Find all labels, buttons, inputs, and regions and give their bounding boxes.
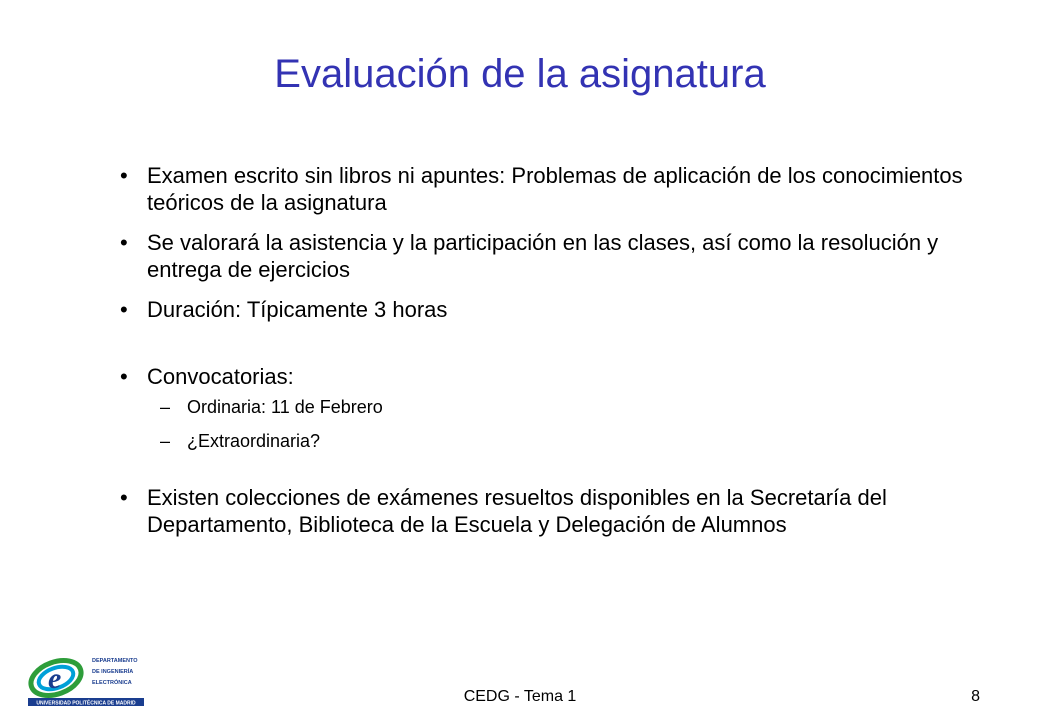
bullet-item xyxy=(120,162,1000,216)
sub-bullet-text: Ordinaria: 11 de Febrero xyxy=(187,397,383,417)
sub-bullet-marker: – xyxy=(160,431,171,451)
bullet-marker: • xyxy=(120,297,128,322)
bullet-item xyxy=(120,363,1000,390)
bullet-marker: • xyxy=(120,230,128,255)
bullet-marker: • xyxy=(120,163,128,188)
sub-bullet-marker: – xyxy=(160,397,171,417)
bullet-list xyxy=(120,162,1000,538)
logo-line-2: DE INGENIERÍA xyxy=(92,669,134,675)
bullet-item xyxy=(120,229,1000,283)
sub-bullet-item xyxy=(120,428,1000,454)
logo-line-3: ELECTRÓNICA xyxy=(92,680,132,686)
bullet-text: Se valorará la asistencia y la participación en las clases, así como la resolución y entrega de ejercicios xyxy=(147,230,939,282)
bullet-marker: • xyxy=(120,485,128,510)
slide-title: Evaluación de la asignatura xyxy=(274,52,766,96)
bullet-item xyxy=(120,296,1000,323)
footer-course: CEDG - Tema 1 xyxy=(463,688,577,705)
bullet-text: Examen escrito sin libros ni apuntes: Problemas de aplicación de los conocimientos teóricos de la asignatura xyxy=(147,163,963,215)
logo-e-letter-icon: e xyxy=(48,662,62,695)
bullet-item xyxy=(120,484,1000,538)
sub-bullet-item xyxy=(120,394,1000,420)
logo-university: UNIVERSIDAD POLITÉCNICA DE MADRID xyxy=(36,700,136,707)
logo-line-1: DEPARTAMENTO xyxy=(92,658,138,664)
bullet-marker: • xyxy=(120,364,128,389)
bullet-text: Duración: Típicamente 3 horas xyxy=(147,297,448,322)
page-number: 8 xyxy=(971,688,980,705)
bullet-text: Convocatorias: xyxy=(147,364,294,389)
bullet-text: Existen colecciones de exámenes resueltos disponibles en la Secretaría del Departamento, Biblioteca de la Escuela y Delegación de Alumnos xyxy=(147,485,887,537)
sub-bullet-text: ¿Extraordinaria? xyxy=(187,431,321,451)
